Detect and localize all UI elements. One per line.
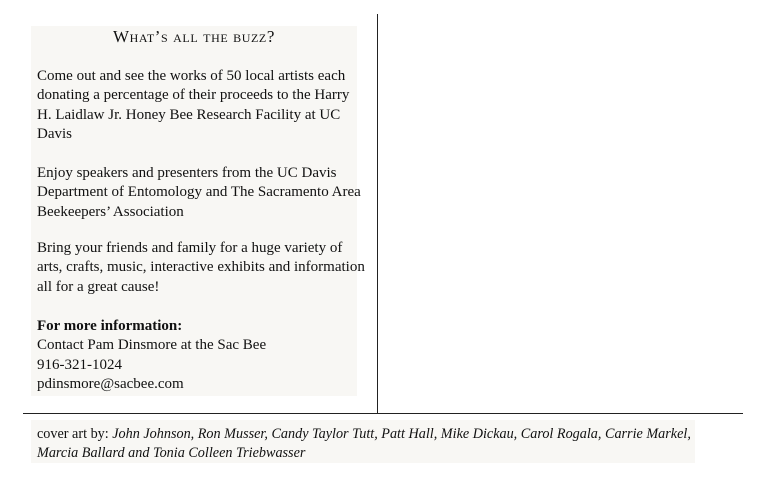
page-title: What’s all the buzz? — [113, 27, 275, 46]
paragraph-speakers: Enjoy speakers and presenters from the UC Davis Department of Entomology and The Sacramento Area Beekeepers’ Association — [37, 165, 361, 220]
paragraph-artists: Come out and see the works of 50 local artists each donating a percentage of their proceeds to the Harry H. Laidlaw Jr. Honey Bee Research Facility at UC Davis — [37, 68, 350, 142]
contact-phone: 916-321-1024 — [37, 356, 122, 373]
paragraph-invitation: Bring your friends and family for a huge variety of arts, crafts, music, interactive exhibits and information all for a great cause! — [37, 240, 365, 295]
contact-block — [37, 317, 367, 394]
contact-heading: For more information: — [37, 318, 183, 334]
contact-email: pdinsmore@sacbee.com — [37, 375, 184, 392]
credits-label: cover art by: — [37, 426, 113, 442]
cover-art-credits — [37, 425, 697, 463]
credits-names: John Johnson, Ron Musser, Candy Taylor Tutt, Patt Hall, Mike Dickau, Carol Rogala, Carrie Markel, Marcia Ballard and Tonia Colleen Triebwasser — [37, 426, 691, 461]
horizontal-divider — [23, 413, 743, 414]
contact-name: Contact Pam Dinsmore at the Sac Bee — [37, 337, 267, 354]
vertical-divider — [377, 14, 378, 414]
